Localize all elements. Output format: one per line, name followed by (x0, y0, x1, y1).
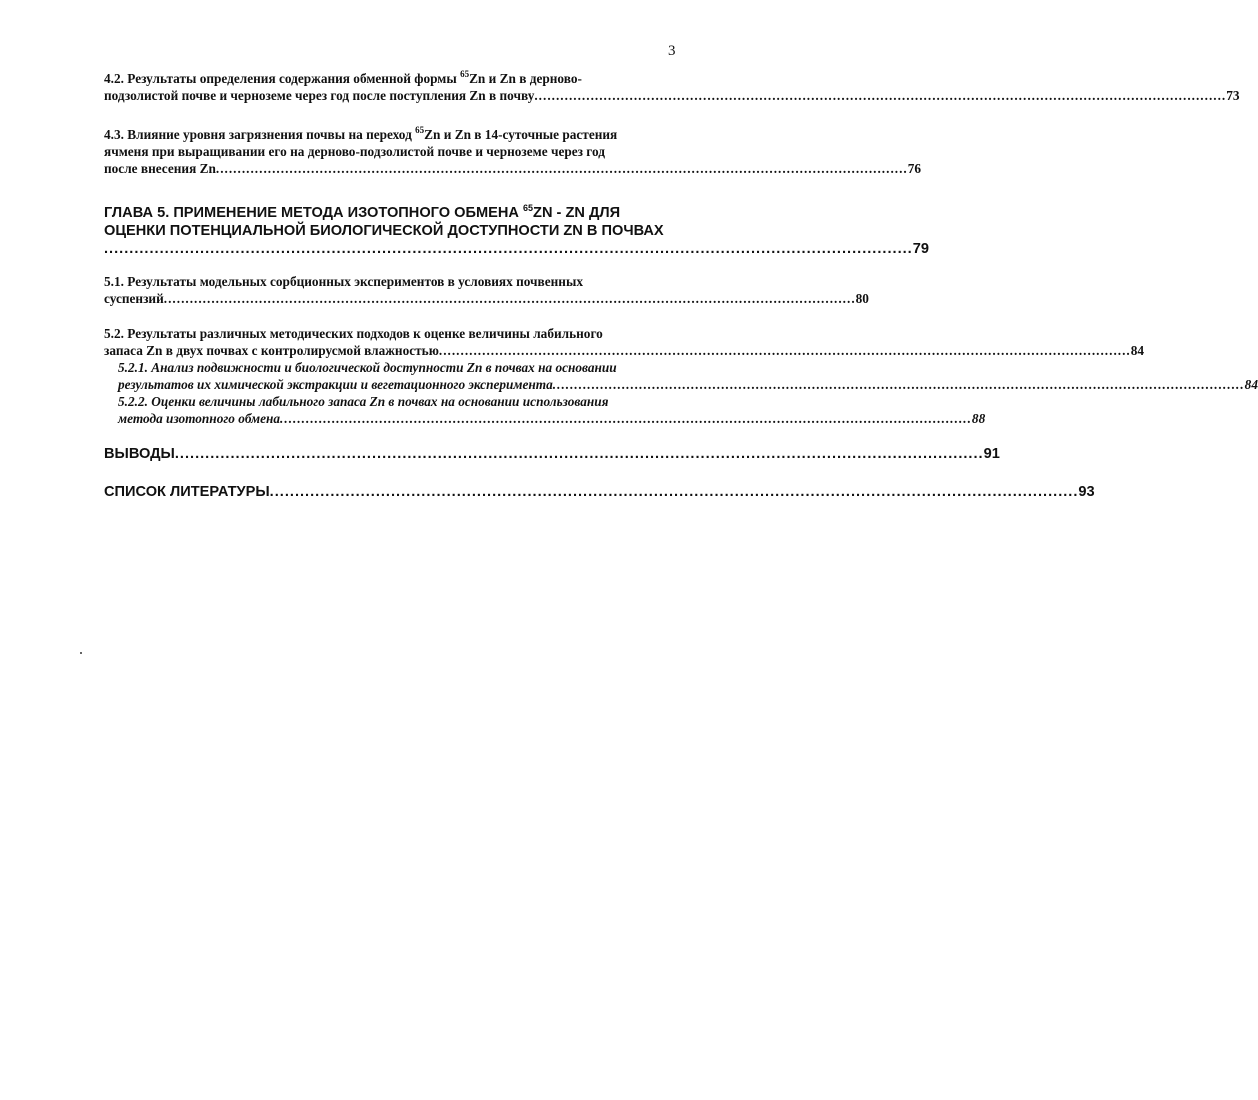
chapter-title: ОЦЕНКИ ПОТЕНЦИАЛЬНОЙ БИОЛОГИЧЕСКОЙ ДОСТУПНОСТИ ZN В ПОЧВАХ (104, 223, 664, 239)
toc-entry-4-3[interactable] (104, 122, 922, 177)
toc-page-number: 80 (855, 291, 869, 306)
toc-entry-text: метода изотопного обмена (118, 411, 281, 426)
toc-page-number: 84 (1244, 377, 1258, 392)
toc-entry-text: 5.2.1. Анализ подвижности и биологической доступности Zn в почвах на основании (118, 360, 617, 375)
toc-entry-4-2[interactable] (104, 66, 1240, 104)
table-of-contents (104, 66, 1258, 501)
toc-entry-5-2-1[interactable] (104, 359, 1258, 393)
toc-page-number: 84 (1130, 343, 1145, 358)
toc-entry-5-1[interactable] (104, 273, 869, 307)
dot-leader: ................................................................................................................................................................ (534, 88, 1227, 103)
toc-page-number: 73 (1226, 88, 1240, 103)
toc-entry-text: подзолистой почве и черноземе через год после поступления Zn в почву (104, 88, 535, 103)
toc-page-number: 93 (1078, 484, 1095, 500)
toc-references[interactable] (104, 483, 1095, 501)
toc-entry-text: 4.3. Влияние уровня загрязнения почвы на переход $^{65}$Zn и Zn в 14-суточные растения (104, 125, 618, 142)
toc-entry-text: запаса Zn в двух почвах с контролирусмой влажностью (104, 343, 439, 358)
dot-leader: ................................................................................................................................................................ (163, 291, 856, 306)
dot-leader: ................................................................................................................................................................ (438, 343, 1131, 358)
toc-page-number: 91 (983, 446, 1000, 462)
toc-page-number: 76 (907, 161, 922, 176)
dot-leader: ................................................................................................................................................................ (104, 241, 913, 257)
toc-entry-5-2[interactable] (104, 325, 1145, 359)
toc-entry-text: 4.2. Результаты определения содержания обменной формы $^{65}$Zn и Zn в дерново- (104, 69, 582, 86)
toc-entry-text: 5.2. Результаты различных методических подходов к оценке величины лабильного (104, 326, 603, 341)
toc-entry-text: ячменя при выращивании его на дерново-подзолистой почве и черноземе через год (104, 144, 606, 159)
chapter-title: ГЛАВА 5. ПРИМЕНЕНИЕ МЕТОДА ИЗОТОПНОГО ОБМЕНА $^{65}$ZN - ZN ДЛЯ (104, 203, 621, 221)
scan-speck (80, 652, 82, 654)
toc-chapter-5[interactable] (104, 199, 929, 258)
dot-leader: ................................................................................................................................................................ (280, 411, 972, 426)
dot-leader: ................................................................................................................................................................ (174, 446, 984, 462)
page-number: 3 (668, 43, 676, 59)
toc-page-number: 88 (971, 411, 986, 426)
toc-entry-text: 5.1. Результаты модельных сорбционных экспериментов в условиях почвенных (104, 274, 583, 289)
toc-entry-text: после внесения Zn (104, 161, 216, 176)
toc-page-number: 79 (912, 241, 929, 257)
toc-entry-text: 5.2.2. Оценки величины лабильного запаса Zn в почвах на основании использования (118, 394, 609, 409)
toc-entry-5-2-2[interactable] (104, 393, 986, 427)
toc-conclusions[interactable] (104, 445, 1000, 463)
toc-entry-text: суспензий (104, 291, 164, 306)
dot-leader: ................................................................................................................................................................ (552, 377, 1245, 392)
dot-leader: ................................................................................................................................................................ (269, 484, 1079, 500)
toc-entry-text: результатов их химической экстракции и вегетационного эксперимента (118, 377, 553, 392)
toc-heading-label: СПИСОК ЛИТЕРАТУРЫ (104, 484, 270, 500)
dot-leader: ................................................................................................................................................................ (215, 161, 908, 176)
toc-heading-label: ВЫВОДЫ (104, 446, 175, 462)
